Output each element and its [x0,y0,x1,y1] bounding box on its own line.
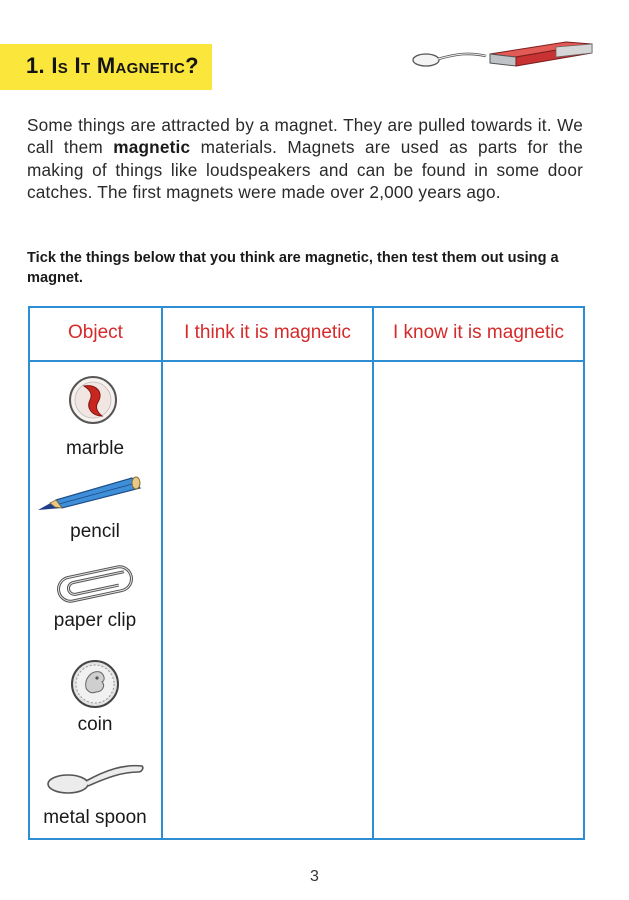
object-label-metal-spoon: metal spoon [43,807,147,828]
header-object: Object [68,322,123,343]
pencil-icon [36,474,144,514]
object-label-coin: coin [77,714,113,735]
bar-magnet-icon [490,42,592,66]
keyword-magnetic: magnetic [113,137,191,158]
know-tick-column[interactable] [374,362,583,838]
instruction-text: Tick the things below that you think are magnetic, then test them out using a magnet. [27,250,559,286]
page-number: 3 [310,868,319,885]
marble-icon [66,374,122,426]
header-think-magnetic: I think it is magnetic [184,322,351,343]
think-tick-column[interactable] [163,362,372,838]
paper-clip-icon [52,562,138,606]
header-spoon-icon [413,54,486,66]
magnet-spoon-illustration [406,30,598,78]
spoon-icon [44,754,148,798]
coin-icon [66,658,124,710]
intro-paragraph: Some things are attracted by a magnet. They are pulled towards it. We call them magnetic materials. Magnets are used as parts for the making of things like loudspeakers and can be found in some door catches. The first magnets were made over 2,000 years ago. [27,115,583,202]
object-label-pencil: pencil [70,521,120,542]
page-title: 1. Is It Magnetic? [26,53,199,78]
object-label-paper-clip: paper clip [53,610,137,631]
header-know-magnetic: I know it is magnetic [392,322,565,343]
object-label-marble: marble [65,438,125,459]
